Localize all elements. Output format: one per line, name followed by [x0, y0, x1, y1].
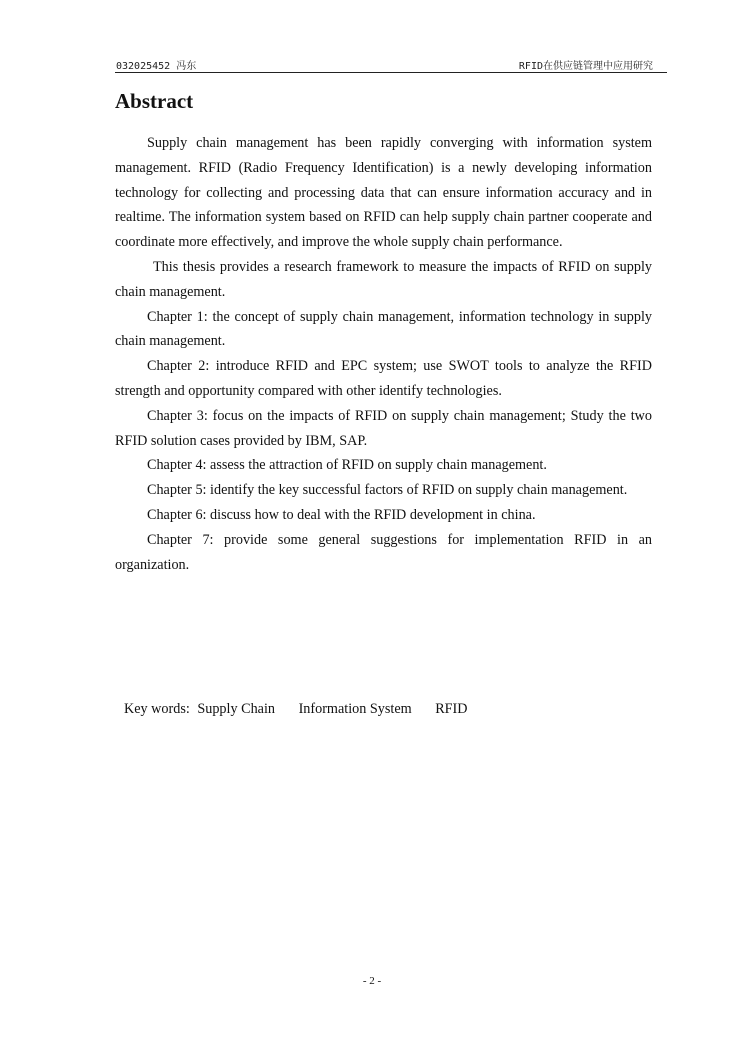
keywords-line: [124, 697, 488, 721]
keyword-item: RFID: [435, 701, 468, 717]
abstract-title: Abstract: [115, 89, 194, 113]
header-author: 032025452 冯东: [116, 61, 197, 72]
abstract-paragraph: This thesis provides a research framework to measure the impacts of RFID on supply chain management.: [115, 258, 652, 300]
chapter-5-summary: Chapter 5: identify the key successful factors of RFID on supply chain management.: [147, 482, 628, 499]
chapter-3-summary: Chapter 3: focus on the impacts of RFID on supply chain management; Study the two RFID solution cases provided by IBM, SAP.: [115, 407, 652, 449]
page-number: - 2 -: [362, 975, 382, 987]
chapter-7-summary: Chapter 7: provide some general suggestions for implementation RFID in an organization.: [115, 531, 652, 573]
keywords-label: Key words:: [124, 701, 190, 717]
chapter-6-summary: Chapter 6: discuss how to deal with the RFID development in china.: [147, 506, 536, 523]
abstract-body: [115, 131, 652, 577]
keyword-item: Supply Chain: [197, 701, 276, 717]
keyword-item: Information System: [298, 701, 412, 717]
page-header: [115, 54, 667, 73]
abstract-paragraph: Supply chain management has been rapidly converging with information system management. RFID (Radio Frequency Identification) is a newly developing information technology for collecting and processing data that can ensure information accuracy and in realtime. The information system based on RFID can help supply chain partner cooperate and coordinate more effectively, and improve the whole supply chain performance.: [115, 135, 652, 251]
chapter-2-summary: Chapter 2: introduce RFID and EPC system; use SWOT tools to analyze the RFID strength and opportunity compared with other identify technologies.: [115, 358, 652, 399]
chapter-4-summary: Chapter 4: assess the attraction of RFID on supply chain management.: [147, 457, 547, 474]
chapter-1-summary: Chapter 1: the concept of supply chain management, information technology in supply chain management.: [115, 308, 652, 350]
header-thesis-title: RFID在供应链管理中应用研究: [518, 61, 653, 72]
